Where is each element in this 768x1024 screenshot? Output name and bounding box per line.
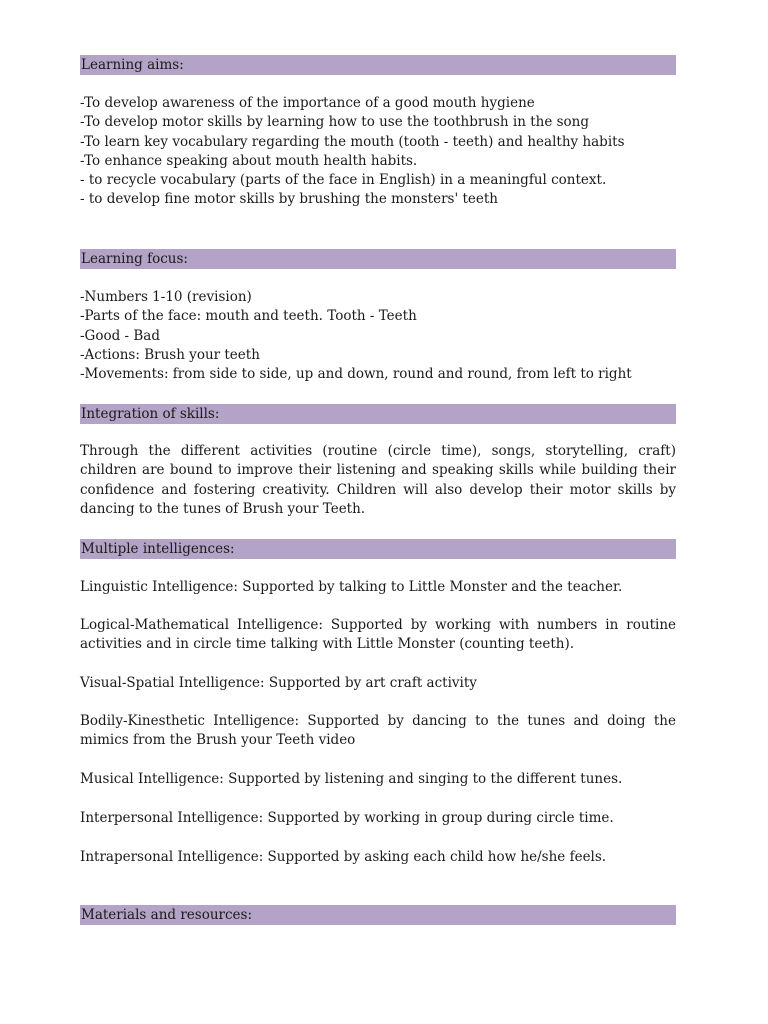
learning-aims-list [80, 94, 676, 210]
musical-intelligence: Musical Intelligence: Supported by listening and singing to the different tunes. [80, 771, 623, 787]
list-item: -Actions: Brush your teeth [80, 346, 260, 363]
list-item: -Good - Bad [80, 327, 160, 344]
list-item: -To learn key vocabulary regarding the mouth (tooth - teeth) and healthy habits [80, 133, 625, 150]
heading-learning-aims: Learning aims: [80, 55, 676, 75]
list-item: -Numbers 1-10 (revision) [80, 289, 252, 305]
heading-integration-of-skills: Integration of skills: [80, 404, 676, 424]
learning-focus-list [80, 288, 676, 384]
list-item: -Movements: from side to side, up and down, round and round, from left to right [80, 366, 632, 383]
list-item: - to recycle vocabulary (parts of the face in English) in a meaningful context. [80, 172, 607, 189]
logical-mathematical-intelligence: Logical-Mathematical Intelligence: Supported by working with numbers in routine activities and in circle time talking with Little Monster (counting teeth). [80, 617, 676, 653]
interpersonal-intelligence: Interpersonal Intelligence: Supported by working in group during circle time. [80, 810, 614, 826]
list-item: -To enhance speaking about mouth health habits. [80, 152, 418, 169]
heading-learning-focus: Learning focus: [80, 249, 676, 269]
heading-multiple-intelligences: Multiple intelligences: [80, 539, 676, 559]
linguistic-intelligence: Linguistic Intelligence: Supported by talking to Little Monster and the teacher. [80, 579, 623, 595]
list-item: -To develop motor skills by learning how to use the toothbrush in the song [80, 114, 590, 131]
visual-spatial-intelligence: Visual-Spatial Intelligence: Supported by art craft activity [80, 675, 477, 691]
list-item: - to develop fine motor skills by brushing the monsters' teeth [80, 191, 498, 208]
intrapersonal-intelligence: Intrapersonal Intelligence: Supported by asking each child how he/she feels. [80, 849, 607, 865]
integration-paragraph: Through the different activities (routine (circle time), songs, storytelling, craft) children are bound to improve their listening and speaking skills while building their confidence and fostering creativity. Children will also develop their motor skills by dancing to the tunes of Brush your Teeth. [80, 443, 676, 517]
list-item: -To develop awareness of the importance of a good mouth hygiene [80, 95, 535, 111]
bodily-kinesthetic-intelligence: Bodily-Kinesthetic Intelligence: Supported by dancing to the tunes and doing the mimics from the Brush your Teeth video [80, 713, 676, 749]
heading-materials-and-resources: Materials and resources: [80, 905, 676, 925]
list-item: -Parts of the face: mouth and teeth. Tooth - Teeth [80, 308, 417, 325]
